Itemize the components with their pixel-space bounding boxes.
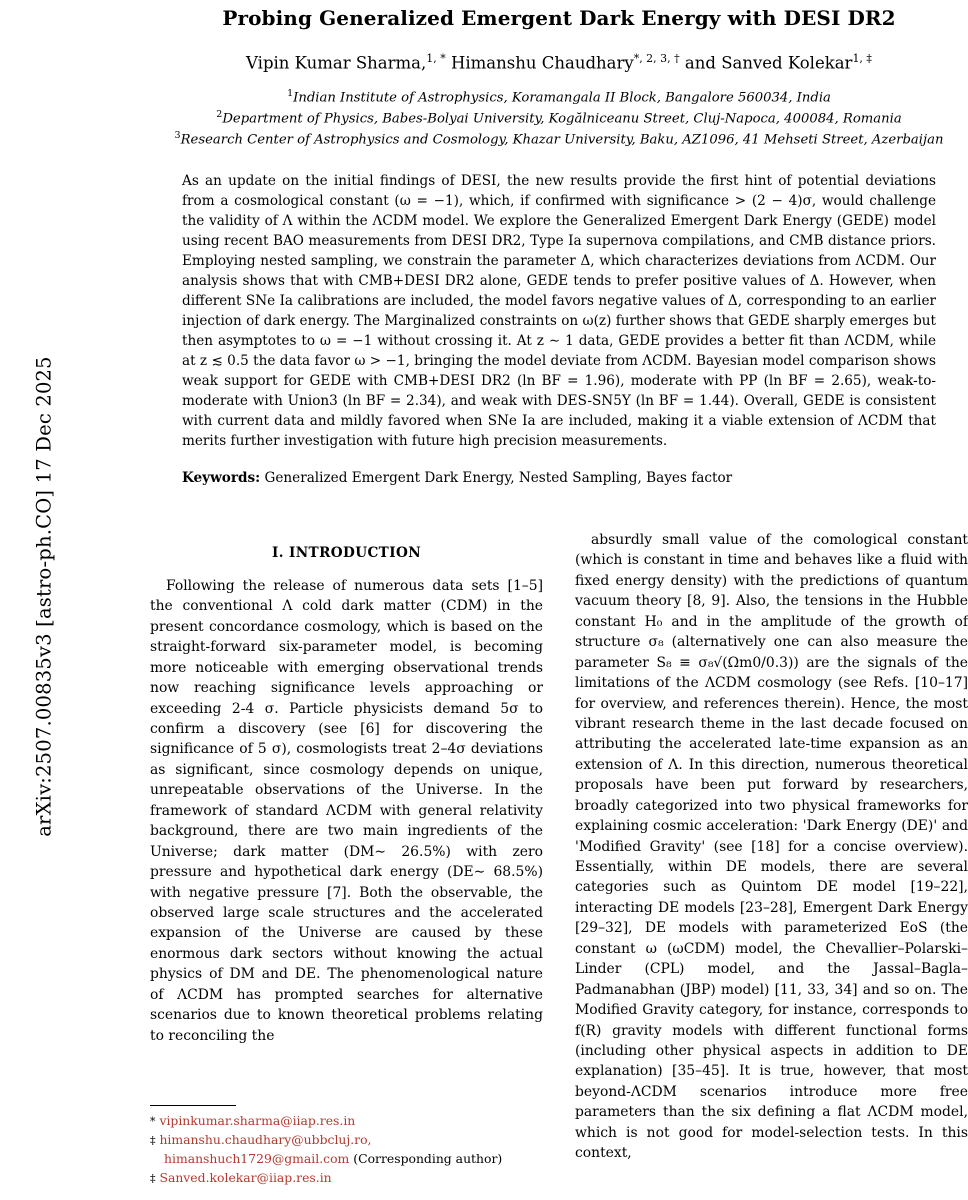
footnote-email-link[interactable]: Sanved.kolekar@iiap.res.in [159,1170,332,1186]
intro-paragraph-right: absurdly small value of the comological constant (which is constant in time and behaves like a fluid with fixed energy density) with the predictions of quantum vacuum theory [8, 9]. Also, the tensions in the Hubble constant H₀ and in the amplitude of the growth of structure σ₈ (alternatively one can also measure the parameter S₈ ≡ σ₈√(Ωm0/0.3)) are the signals of the limitations of the ΛCDM cosmology (see Refs. [10–17] for overview, and references therein). Hence, the most vibrant research theme in the last decade focused on attributing the accelerated late-time expansion as an extension of Λ. In this direction, numerous theoretical proposals have been put forward by researchers, broadly categorized into two physical frameworks for explaining cosmic acceleration: 'Dark Energy (DE)' and 'Modified Gravity' (see [18] for a concise overview). Essentially, within DE models, there are several categories such as Quintom DE model [19–22], interacting DE models [23–28], Emergent Dark Energy [29–32], DE models with parameterized EoS (the constant ω (ωCDM) model, the Chevallier–Polarski–Linder (CPL) model, and the Jassal–Bagla–Padmanabhan (JBP) model) [11, 33, 34] and so on. The Modified Gravity category, for instance, corresponds to f(R) gravity models with different functional forms (including other physical aspects in addition to DE explanation) [35–45]. It is true, however, that most beyond-ΛCDM scenarios introduce more free parameters than the six defining a flat ΛCDM model, which is not good for model-selection tests. In this context, [575,532,968,1162]
author-2-affil-marks [634,52,680,65]
author-3-affil-marks [852,52,872,65]
author-1: Vipin Kumar Sharma, [246,53,427,73]
footnote-email-link[interactable]: himanshuch1729@gmail.com [164,1151,350,1167]
footnote-separator [150,1105,236,1106]
affiliation-text: Research Center of Astrophysics and Cosmology, Khazar University, Baku, AZ1096, 41 Mehseti Street, Azerbaijan [180,132,944,148]
footnote-item [150,1150,543,1168]
section-heading-introduction: I. INTRODUCTION [271,545,422,561]
affiliation-item [150,108,968,129]
author-2: Himanshu Chaudhary [445,53,634,73]
footnote-item [150,1131,543,1149]
author-list [150,52,968,75]
footnote-marker: * [150,1115,156,1129]
affiliation-text: Indian Institute of Astrophysics, Koramangala II Block, Bangalore 560034, India [293,90,831,106]
affiliation-list [150,87,968,151]
affiliation-item [150,129,968,150]
left-column [150,530,543,1167]
keywords-line [182,470,936,486]
paper-front-matter [150,0,968,486]
right-column [575,530,968,1164]
footnote-marker: ‡ [150,1172,156,1186]
footnote-marker: ‡ [150,1134,156,1148]
author-1-affil-marks [426,52,446,65]
body-columns [150,530,968,1167]
keywords-value: Generalized Emergent Dark Energy, Nested Sampling, Bayes factor [260,469,733,486]
footnote-item [150,1169,543,1187]
abstract-text: As an update on the initial findings of DESI, the new results provide the first hint of potential deviations from a cosmological constant (ω = −1), which, if confirmed with significance > (2 − 4)σ, would challenge the validity of Λ within the ΛCDM model. We explore the Generalized Emergent Dark Energy (GEDE) model using recent BAO measurements from DESI DR2, Type Ia supernova compilations, and CMB distance priors. Employing nested sampling, we constrain the parameter Δ, which characterizes deviations from ΛCDM. Our analysis shows that with CMB+DESI DR2 alone, GEDE tends to prefer positive values of Δ. However, when different SNe Ia calibrations are included, the model favors negative values of Δ, corresponding to an earlier injection of dark energy. The Marginalized constraints on ω(z) further shows that GEDE sharply emerges but then asymptotes to ω = −1 without crossing it. At z ∼ 1 data, GEDE provides a better fit than ΛCDM, while at z ≲ 0.5 the data favor ω > −1, bringing the model deviate from ΛCDM. Bayesian model comparison shows weak support for GEDE with CMB+DESI DR2 (ln BF = 1.96), moderate with PP (ln BF = 2.65), weak-to-moderate with Union3 (ln BF = 2.34), and weak with DES-SN5Y (ln BF = 1.44). Overall, GEDE is consistent with current data and mildly favored when SNe Ia are included, making it a viable extension of ΛCDM that merits further investigation with future high precision measurements. [182,173,936,449]
affiliation-marker: 3 [174,130,181,142]
page-title: Probing Generalized Emergent Dark Energy with DESI DR2 [222,6,896,30]
footnote-block [150,1105,543,1188]
author-1-sup: 1, * [426,52,446,65]
author-3: and Sanved Kolekar [679,53,853,73]
affiliation-marker: 2 [216,108,223,120]
footnote-suffix: (Corresponding author) [349,1151,503,1167]
footnote-email-link[interactable]: himanshu.chaudhary@ubbcluj.ro, [159,1132,372,1148]
footnote-email-link[interactable]: vipinkumar.sharma@iiap.res.in [159,1113,356,1129]
author-3-sup: 1, ‡ [852,52,872,65]
arxiv-identifier-stamp: arXiv:2507.00835v3 [astro-ph.CO] 17 Dec 2025 [32,356,56,837]
keywords-label: Keywords: [182,469,261,486]
affiliation-item [150,87,968,108]
affiliation-text: Department of Physics, Babes-Bolyai University, Kogălniceanu Street, Cluj-Napoca, 400084, Romania [222,111,902,127]
intro-paragraph-left: Following the release of numerous data sets [1–5] the conventional Λ cold dark matter (CDM) in the present concordance cosmology, which is based on the straight-forward six-parameter model, is becoming more noticeable with emerging observational trends now reaching significance levels approaching or exceeding 2-4 σ. Particle physicists demand 5σ to confirm a discovery (see [6] for discovering the significance of 5 σ), cosmologists treat 2–4σ deviations as significant, since cosmology depends on unique, unrepeatable observations of the Universe. In the framework of standard ΛCDM with general relativity background, there are two main ingredients of the Universe; dark matter (DM∼ 26.5%) with zero pressure and hypothetical dark energy (DE∼ 68.5%) with negative pressure [7]. Both the observable, the observed large scale structures and the accelerated expansion of the Universe are caused by these enormous dark sectors without knowing the actual physics of DM and DE. The phenomenological nature of ΛCDM has prompted searches for alternative scenarios due to known theoretical problems relating to reconciling the [150,577,543,1044]
affiliation-marker: 1 [287,87,294,99]
footnote-item [150,1112,543,1130]
author-2-sup: *, 2, 3, † [633,52,680,65]
